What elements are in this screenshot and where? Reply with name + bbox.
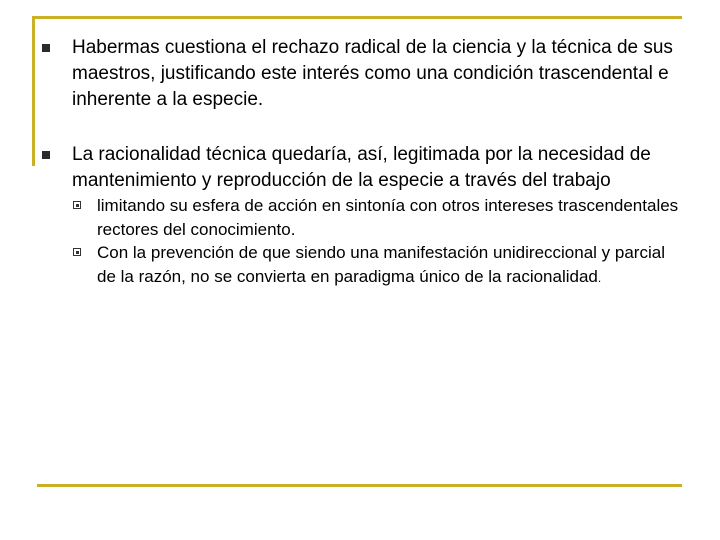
sub-bullet-period: .	[597, 270, 602, 285]
sub-bullet-text-1: limitando su esfera de acción en sintonía con otros intereses trascendentales rectores del conocimiento.	[97, 196, 679, 239]
checkbox-bullet-icon	[73, 201, 81, 209]
bullet-text-2: La racionalidad técnica quedaría, así, legitimada por la necesidad de mantenimiento y reproducción de la especie a través del trabajo	[72, 144, 651, 191]
square-bullet-icon	[42, 44, 50, 52]
square-bullet-icon	[42, 151, 50, 159]
bullet-item-1	[72, 35, 684, 113]
bullet-item-2	[72, 142, 684, 290]
sub-bullet-item-2	[97, 241, 684, 290]
sub-bullet-item-1	[97, 194, 684, 241]
checkbox-bullet-icon	[73, 248, 81, 256]
bullet-text-1: Habermas cuestiona el rechazo radical de la ciencia y la técnica de sus maestros, justificando este interés como una condición trascendental e inherente a la especie.	[72, 37, 673, 110]
sub-bullet-text-2: Con la prevención de que siendo una manifestación unidireccional y parcial de la razón, no se convierta en paradigma único de la racionalidad	[97, 243, 665, 286]
